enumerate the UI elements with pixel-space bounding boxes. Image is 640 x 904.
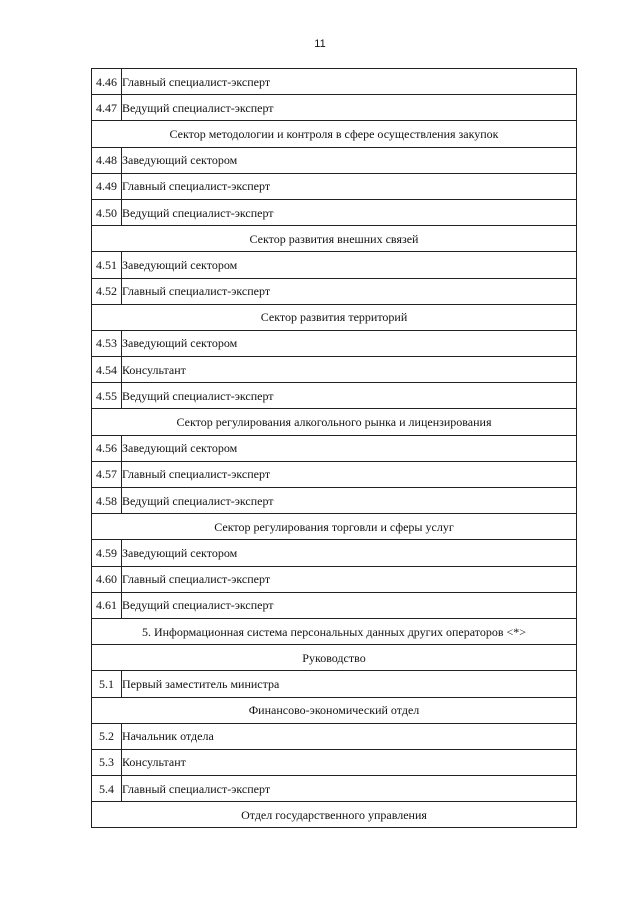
row-number: 4.61 xyxy=(92,592,122,618)
position-title: Заведующий сектором xyxy=(122,252,577,278)
row-number: 4.49 xyxy=(92,173,122,199)
positions-table-body xyxy=(92,69,577,828)
position-title: Ведущий специалист-эксперт xyxy=(122,95,577,121)
position-title: Заведующий сектором xyxy=(122,147,577,173)
section-header-row xyxy=(92,514,577,540)
row-number: 4.56 xyxy=(92,435,122,461)
section-header-row xyxy=(92,645,577,671)
row-number: 5.1 xyxy=(92,671,122,697)
position-title: Главный специалист-эксперт xyxy=(122,566,577,592)
table-row xyxy=(92,749,577,775)
row-number: 4.54 xyxy=(92,357,122,383)
position-title: Главный специалист-эксперт xyxy=(122,461,577,487)
section-header-row xyxy=(92,304,577,330)
row-number: 4.47 xyxy=(92,95,122,121)
section-title: Руководство xyxy=(92,645,577,671)
table-row xyxy=(92,540,577,566)
table-row xyxy=(92,278,577,304)
table-row xyxy=(92,252,577,278)
table-row xyxy=(92,723,577,749)
row-number: 4.55 xyxy=(92,383,122,409)
row-number: 4.48 xyxy=(92,147,122,173)
table-row xyxy=(92,566,577,592)
row-number: 5.3 xyxy=(92,749,122,775)
table-row xyxy=(92,330,577,356)
section-title: Отдел государственного управления xyxy=(92,802,577,828)
table-row xyxy=(92,173,577,199)
row-number: 4.60 xyxy=(92,566,122,592)
section-header-row xyxy=(92,697,577,723)
position-title: Заведующий сектором xyxy=(122,540,577,566)
section-title: Сектор регулирования алкогольного рынка и лицензирования xyxy=(92,409,577,435)
table-row xyxy=(92,461,577,487)
table-row xyxy=(92,95,577,121)
section-title: Финансово-экономический отдел xyxy=(92,697,577,723)
table-row xyxy=(92,199,577,225)
table-row xyxy=(92,592,577,618)
position-title: Консультант xyxy=(122,749,577,775)
section-header-row xyxy=(92,802,577,828)
section-title: 5. Информационная система персональных данных других операторов <*> xyxy=(92,618,577,644)
section-title: Сектор регулирования торговли и сферы услуг xyxy=(92,514,577,540)
section-header-row xyxy=(92,226,577,252)
position-title: Ведущий специалист-эксперт xyxy=(122,383,577,409)
row-number: 4.50 xyxy=(92,199,122,225)
position-title: Консультант xyxy=(122,357,577,383)
row-number: 4.58 xyxy=(92,488,122,514)
position-title: Главный специалист-эксперт xyxy=(122,776,577,802)
table-row xyxy=(92,671,577,697)
row-number: 5.4 xyxy=(92,776,122,802)
section-header-row xyxy=(92,409,577,435)
position-title: Главный специалист-эксперт xyxy=(122,278,577,304)
section-header-row xyxy=(92,618,577,644)
row-number: 4.46 xyxy=(92,69,122,95)
row-number: 5.2 xyxy=(92,723,122,749)
position-title: Первый заместитель министра xyxy=(122,671,577,697)
table-row xyxy=(92,383,577,409)
position-title: Заведующий сектором xyxy=(122,330,577,356)
page-number: 11 xyxy=(314,38,326,50)
table-row xyxy=(92,776,577,802)
position-title: Ведущий специалист-эксперт xyxy=(122,592,577,618)
table-row xyxy=(92,147,577,173)
positions-table xyxy=(91,68,577,828)
table-row xyxy=(92,69,577,95)
table-row xyxy=(92,435,577,461)
section-header-row xyxy=(92,121,577,147)
section-title: Сектор развития территорий xyxy=(92,304,577,330)
row-number: 4.53 xyxy=(92,330,122,356)
row-number: 4.51 xyxy=(92,252,122,278)
position-title: Главный специалист-эксперт xyxy=(122,173,577,199)
section-title: Сектор методологии и контроля в сфере осуществления закупок xyxy=(92,121,577,147)
position-title: Ведущий специалист-эксперт xyxy=(122,488,577,514)
row-number: 4.57 xyxy=(92,461,122,487)
table-row xyxy=(92,357,577,383)
row-number: 4.59 xyxy=(92,540,122,566)
position-title: Ведущий специалист-эксперт xyxy=(122,199,577,225)
section-title: Сектор развития внешних связей xyxy=(92,226,577,252)
table-row xyxy=(92,488,577,514)
position-title: Начальник отдела xyxy=(122,723,577,749)
position-title: Заведующий сектором xyxy=(122,435,577,461)
position-title: Главный специалист-эксперт xyxy=(122,69,577,95)
row-number: 4.52 xyxy=(92,278,122,304)
